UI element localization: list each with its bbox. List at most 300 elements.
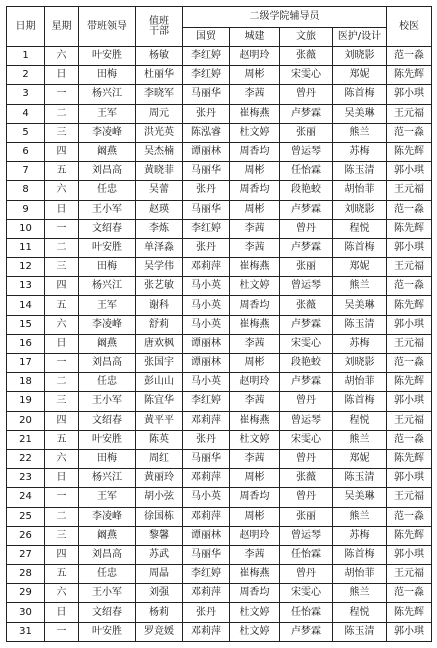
cell-date: 8 <box>7 181 45 200</box>
cell-chengjian: 崔梅燕 <box>230 258 280 277</box>
cell-school-doctor: 陈先辉 <box>387 526 432 545</box>
cell-duty-cadre: 舒莉 <box>136 315 183 334</box>
cell-yihu-design: 刘晓影 <box>333 47 387 66</box>
cell-chengjian: 李茜 <box>230 545 280 564</box>
cell-wenlv: 宋雯心 <box>280 66 333 85</box>
cell-wenlv: 段艳蛟 <box>280 181 333 200</box>
cell-duty-cadre: 陈英 <box>136 430 183 449</box>
cell-weekday: 一 <box>45 85 79 104</box>
cell-leader: 阚燕 <box>79 334 136 353</box>
cell-guomao: 谭丽林 <box>183 142 230 161</box>
cell-duty-cadre: 张国宇 <box>136 354 183 373</box>
table-row <box>7 469 432 488</box>
cell-weekday: 六 <box>45 584 79 603</box>
cell-school-doctor: 郭小琪 <box>387 469 432 488</box>
cell-leader: 叶安胜 <box>79 238 136 257</box>
cell-school-doctor: 郭小琪 <box>387 622 432 641</box>
cell-weekday: 一 <box>45 354 79 373</box>
cell-chengjian: 周香均 <box>230 181 280 200</box>
cell-date: 19 <box>7 392 45 411</box>
cell-leader: 田梅 <box>79 258 136 277</box>
cell-weekday: 六 <box>45 47 79 66</box>
cell-school-doctor: 范一淼 <box>387 123 432 142</box>
cell-school-doctor: 陈先辉 <box>387 296 432 315</box>
cell-date: 6 <box>7 142 45 161</box>
cell-chengjian: 李茜 <box>230 238 280 257</box>
cell-date: 14 <box>7 296 45 315</box>
cell-weekday: 六 <box>45 315 79 334</box>
cell-chengjian: 周彬 <box>230 469 280 488</box>
cell-guomao: 李红婷 <box>183 392 230 411</box>
cell-leader: 文绍春 <box>79 603 136 622</box>
header-school-doctor: 校医 <box>387 7 432 47</box>
cell-guomao: 马丽华 <box>183 200 230 219</box>
cell-yihu-design: 程悦 <box>333 411 387 430</box>
cell-wenlv: 宋雯心 <box>280 334 333 353</box>
table-row <box>7 584 432 603</box>
cell-leader: 王小军 <box>79 584 136 603</box>
cell-weekday: 二 <box>45 238 79 257</box>
table-row <box>7 47 432 66</box>
cell-school-doctor: 范一淼 <box>387 277 432 296</box>
cell-leader: 王军 <box>79 296 136 315</box>
cell-chengjian: 周彬 <box>230 162 280 181</box>
table-row <box>7 296 432 315</box>
cell-leader: 阚燕 <box>79 526 136 545</box>
cell-duty-cadre: 周晶 <box>136 565 183 584</box>
cell-leader: 王小军 <box>79 200 136 219</box>
cell-guomao: 邓莉萍 <box>183 622 230 641</box>
cell-guomao: 张丹 <box>183 104 230 123</box>
cell-weekday: 四 <box>45 411 79 430</box>
cell-date: 23 <box>7 469 45 488</box>
cell-yihu-design: 陈首梅 <box>333 545 387 564</box>
cell-leader: 王军 <box>79 104 136 123</box>
cell-chengjian: 李茜 <box>230 85 280 104</box>
cell-yihu-design: 刘晓影 <box>333 200 387 219</box>
cell-duty-cadre: 徐国栋 <box>136 507 183 526</box>
cell-leader: 文绍春 <box>79 411 136 430</box>
table-row <box>7 430 432 449</box>
cell-weekday: 三 <box>45 392 79 411</box>
cell-chengjian: 崔梅燕 <box>230 315 280 334</box>
cell-wenlv: 张薇 <box>280 469 333 488</box>
cell-chengjian: 周彬 <box>230 354 280 373</box>
cell-school-doctor: 范一淼 <box>387 200 432 219</box>
cell-chengjian: 赵明玲 <box>230 47 280 66</box>
cell-chengjian: 杜文婷 <box>230 603 280 622</box>
cell-chengjian: 李茜 <box>230 334 280 353</box>
cell-leader: 田梅 <box>79 449 136 468</box>
cell-guomao: 谭丽林 <box>183 334 230 353</box>
cell-date: 12 <box>7 258 45 277</box>
header-yihu-design: 医护/设计 <box>333 28 387 47</box>
cell-wenlv: 曾丹 <box>280 565 333 584</box>
cell-weekday: 六 <box>45 181 79 200</box>
cell-yihu-design: 胡怡菲 <box>333 373 387 392</box>
cell-weekday: 三 <box>45 258 79 277</box>
cell-yihu-design: 陈玉清 <box>333 622 387 641</box>
cell-guomao: 邓莉萍 <box>183 411 230 430</box>
cell-school-doctor: 王元福 <box>387 334 432 353</box>
cell-school-doctor: 郭小琪 <box>387 85 432 104</box>
cell-chengjian: 周香均 <box>230 142 280 161</box>
cell-weekday: 二 <box>45 373 79 392</box>
table-row <box>7 622 432 641</box>
cell-wenlv: 曾丹 <box>280 488 333 507</box>
cell-guomao: 马小英 <box>183 277 230 296</box>
cell-wenlv: 曾丹 <box>280 392 333 411</box>
cell-weekday: 四 <box>45 142 79 161</box>
cell-chengjian: 周香均 <box>230 296 280 315</box>
cell-date: 24 <box>7 488 45 507</box>
cell-school-doctor: 王元福 <box>387 181 432 200</box>
table-row <box>7 162 432 181</box>
cell-weekday: 二 <box>45 507 79 526</box>
cell-leader: 杨兴江 <box>79 469 136 488</box>
cell-school-doctor: 范一淼 <box>387 47 432 66</box>
cell-chengjian: 赵明玲 <box>230 526 280 545</box>
cell-leader: 李凌峰 <box>79 507 136 526</box>
cell-yihu-design: 程悦 <box>333 219 387 238</box>
cell-leader: 王小军 <box>79 392 136 411</box>
cell-school-doctor: 范一淼 <box>387 354 432 373</box>
table-header <box>7 7 432 47</box>
cell-yihu-design: 陈玉清 <box>333 162 387 181</box>
cell-duty-cadre: 彭山山 <box>136 373 183 392</box>
cell-wenlv: 曾运琴 <box>280 411 333 430</box>
cell-wenlv: 卢梦霖 <box>280 373 333 392</box>
cell-chengjian: 李茜 <box>230 392 280 411</box>
header-duty-cadre-line1: 值班 <box>149 15 169 27</box>
cell-chengjian: 周彬 <box>230 200 280 219</box>
cell-school-doctor: 陈先辉 <box>387 373 432 392</box>
cell-yihu-design: 陈首梅 <box>333 85 387 104</box>
cell-duty-cadre: 黄平平 <box>136 411 183 430</box>
table-row <box>7 411 432 430</box>
cell-yihu-design: 吴美琳 <box>333 488 387 507</box>
cell-school-doctor: 陈先辉 <box>387 66 432 85</box>
cell-duty-cadre: 李晓军 <box>136 85 183 104</box>
cell-school-doctor: 王元福 <box>387 258 432 277</box>
table-row <box>7 449 432 468</box>
cell-guomao: 马丽华 <box>183 162 230 181</box>
cell-date: 20 <box>7 411 45 430</box>
cell-school-doctor: 王元福 <box>387 411 432 430</box>
cell-guomao: 马丽华 <box>183 449 230 468</box>
table-row <box>7 373 432 392</box>
cell-duty-cadre: 周元 <box>136 104 183 123</box>
cell-school-doctor: 范一淼 <box>387 584 432 603</box>
cell-yihu-design: 郑妮 <box>333 449 387 468</box>
cell-yihu-design: 熊兰 <box>333 584 387 603</box>
cell-leader: 杨兴江 <box>79 85 136 104</box>
cell-yihu-design: 陈首梅 <box>333 238 387 257</box>
cell-duty-cadre: 黎馨 <box>136 526 183 545</box>
cell-yihu-design: 胡怡菲 <box>333 565 387 584</box>
cell-yihu-design: 熊兰 <box>333 123 387 142</box>
cell-date: 2 <box>7 66 45 85</box>
cell-wenlv: 曾运琴 <box>280 142 333 161</box>
cell-chengjian: 周香均 <box>230 488 280 507</box>
cell-guomao: 陈泓睿 <box>183 123 230 142</box>
cell-date: 22 <box>7 449 45 468</box>
cell-guomao: 邓莉萍 <box>183 469 230 488</box>
cell-duty-cadre: 黄晓菲 <box>136 162 183 181</box>
cell-leader: 刘昌高 <box>79 354 136 373</box>
cell-yihu-design: 吴美琳 <box>333 296 387 315</box>
cell-date: 21 <box>7 430 45 449</box>
cell-chengjian: 杜文婷 <box>230 277 280 296</box>
cell-wenlv: 宋雯心 <box>280 584 333 603</box>
cell-date: 4 <box>7 104 45 123</box>
cell-yihu-design: 苏梅 <box>333 142 387 161</box>
cell-date: 26 <box>7 526 45 545</box>
cell-date: 29 <box>7 584 45 603</box>
header-wenlv: 文旅 <box>280 28 333 47</box>
cell-duty-cadre: 胡小弦 <box>136 488 183 507</box>
table-body <box>7 47 432 642</box>
cell-guomao: 张丹 <box>183 238 230 257</box>
cell-school-doctor: 陈先辉 <box>387 142 432 161</box>
cell-weekday: 日 <box>45 66 79 85</box>
cell-guomao: 谭丽林 <box>183 526 230 545</box>
cell-weekday: 一 <box>45 488 79 507</box>
header-weekday: 星期 <box>45 7 79 47</box>
cell-weekday: 日 <box>45 200 79 219</box>
cell-school-doctor: 陈先辉 <box>387 219 432 238</box>
cell-guomao: 邓莉萍 <box>183 258 230 277</box>
table-row <box>7 526 432 545</box>
cell-leader: 杨兴江 <box>79 277 136 296</box>
cell-wenlv: 曾丹 <box>280 219 333 238</box>
cell-weekday: 五 <box>45 296 79 315</box>
cell-duty-cadre: 洪光英 <box>136 123 183 142</box>
cell-leader: 刘昌高 <box>79 545 136 564</box>
cell-weekday: 五 <box>45 565 79 584</box>
cell-wenlv: 卢梦霖 <box>280 622 333 641</box>
header-duty-cadre-line2: 干部 <box>149 25 169 37</box>
cell-wenlv: 张丽 <box>280 507 333 526</box>
table-row <box>7 545 432 564</box>
cell-yihu-design: 苏梅 <box>333 526 387 545</box>
table-row <box>7 238 432 257</box>
cell-leader: 叶安胜 <box>79 47 136 66</box>
cell-yihu-design: 熊兰 <box>333 277 387 296</box>
cell-weekday: 日 <box>45 469 79 488</box>
table-row <box>7 142 432 161</box>
cell-duty-cadre: 杜丽华 <box>136 66 183 85</box>
cell-date: 1 <box>7 47 45 66</box>
cell-wenlv: 任怡霖 <box>280 162 333 181</box>
cell-chengjian: 崔梅燕 <box>230 411 280 430</box>
cell-duty-cadre: 唐欢枫 <box>136 334 183 353</box>
cell-yihu-design: 熊兰 <box>333 507 387 526</box>
cell-wenlv: 段艳蛟 <box>280 354 333 373</box>
cell-school-doctor: 陈先辉 <box>387 603 432 622</box>
cell-leader: 李凌峰 <box>79 123 136 142</box>
cell-duty-cadre: 刘强 <box>136 584 183 603</box>
cell-yihu-design: 熊兰 <box>333 430 387 449</box>
cell-weekday: 一 <box>45 219 79 238</box>
cell-chengjian: 杜文婷 <box>230 622 280 641</box>
cell-chengjian: 李茜 <box>230 449 280 468</box>
header-chengjian: 城建 <box>230 28 280 47</box>
cell-yihu-design: 郑妮 <box>333 258 387 277</box>
cell-leader: 文绍春 <box>79 219 136 238</box>
cell-wenlv: 卢梦霖 <box>280 315 333 334</box>
cell-duty-cadre: 张艺敏 <box>136 277 183 296</box>
cell-date: 31 <box>7 622 45 641</box>
cell-duty-cadre: 陈宜华 <box>136 392 183 411</box>
cell-school-doctor: 郭小琪 <box>387 315 432 334</box>
cell-weekday: 三 <box>45 526 79 545</box>
table-row <box>7 277 432 296</box>
cell-leader: 任忠 <box>79 565 136 584</box>
table-row <box>7 315 432 334</box>
table-row <box>7 200 432 219</box>
cell-guomao: 马小英 <box>183 488 230 507</box>
cell-yihu-design: 胡怡菲 <box>333 181 387 200</box>
cell-leader: 田梅 <box>79 66 136 85</box>
cell-guomao: 张丹 <box>183 430 230 449</box>
table-row <box>7 488 432 507</box>
cell-wenlv: 任怡霖 <box>280 603 333 622</box>
cell-date: 18 <box>7 373 45 392</box>
cell-wenlv: 曾运琴 <box>280 526 333 545</box>
cell-yihu-design: 郑妮 <box>333 66 387 85</box>
cell-duty-cadre: 杨莉 <box>136 603 183 622</box>
cell-chengjian: 杜文婷 <box>230 123 280 142</box>
table-row <box>7 219 432 238</box>
table-row <box>7 565 432 584</box>
cell-date: 11 <box>7 238 45 257</box>
cell-weekday: 一 <box>45 622 79 641</box>
table-row <box>7 354 432 373</box>
cell-date: 15 <box>7 315 45 334</box>
table-row <box>7 123 432 142</box>
header-leader: 带班领导 <box>79 7 136 47</box>
cell-guomao: 马小英 <box>183 373 230 392</box>
table-row <box>7 392 432 411</box>
header-guomao: 国贸 <box>183 28 230 47</box>
cell-guomao: 马丽华 <box>183 545 230 564</box>
cell-duty-cadre: 罗竞媛 <box>136 622 183 641</box>
cell-date: 27 <box>7 545 45 564</box>
cell-wenlv: 卢梦霖 <box>280 200 333 219</box>
cell-guomao: 马小英 <box>183 315 230 334</box>
cell-leader: 李凌峰 <box>79 315 136 334</box>
cell-yihu-design: 程悦 <box>333 603 387 622</box>
cell-yihu-design: 吴美琳 <box>333 104 387 123</box>
cell-weekday: 日 <box>45 603 79 622</box>
cell-guomao: 张丹 <box>183 603 230 622</box>
cell-yihu-design: 陈首梅 <box>333 392 387 411</box>
cell-date: 13 <box>7 277 45 296</box>
cell-duty-cadre: 李炼 <box>136 219 183 238</box>
cell-date: 9 <box>7 200 45 219</box>
cell-guomao: 李红婷 <box>183 66 230 85</box>
cell-date: 30 <box>7 603 45 622</box>
cell-school-doctor: 范一淼 <box>387 507 432 526</box>
cell-chengjian: 周香均 <box>230 584 280 603</box>
cell-wenlv: 任怡霖 <box>280 545 333 564</box>
table-row <box>7 507 432 526</box>
cell-duty-cadre: 谢科 <box>136 296 183 315</box>
cell-duty-cadre: 赵瑛 <box>136 200 183 219</box>
cell-school-doctor: 陈先辉 <box>387 449 432 468</box>
cell-weekday: 二 <box>45 104 79 123</box>
cell-wenlv: 卢梦霖 <box>280 238 333 257</box>
table-row <box>7 181 432 200</box>
table-row <box>7 334 432 353</box>
cell-date: 16 <box>7 334 45 353</box>
cell-leader: 任忠 <box>79 181 136 200</box>
cell-chengjian: 崔梅燕 <box>230 565 280 584</box>
cell-wenlv: 曾运琴 <box>280 277 333 296</box>
cell-school-doctor: 郭小琪 <box>387 162 432 181</box>
cell-wenlv: 曾丹 <box>280 449 333 468</box>
cell-guomao: 马小英 <box>183 296 230 315</box>
cell-duty-cadre: 苏武 <box>136 545 183 564</box>
cell-guomao: 李红婷 <box>183 219 230 238</box>
table-row <box>7 85 432 104</box>
header-counselor-group: 二级学院辅导员 <box>183 7 387 28</box>
cell-wenlv: 张薇 <box>280 296 333 315</box>
cell-date: 25 <box>7 507 45 526</box>
cell-weekday: 四 <box>45 545 79 564</box>
cell-chengjian: 赵明玲 <box>230 373 280 392</box>
cell-weekday: 四 <box>45 277 79 296</box>
cell-date: 17 <box>7 354 45 373</box>
cell-wenlv: 张薇 <box>280 47 333 66</box>
duty-roster-sheet <box>6 6 431 642</box>
cell-yihu-design: 陈玉清 <box>333 469 387 488</box>
cell-school-doctor: 王元福 <box>387 104 432 123</box>
cell-date: 7 <box>7 162 45 181</box>
cell-chengjian: 周彬 <box>230 507 280 526</box>
cell-chengjian: 杜文婷 <box>230 430 280 449</box>
table-row <box>7 66 432 85</box>
cell-leader: 任忠 <box>79 373 136 392</box>
cell-date: 28 <box>7 565 45 584</box>
cell-duty-cadre: 杨敏 <box>136 47 183 66</box>
cell-wenlv: 曾丹 <box>280 85 333 104</box>
header-date: 日期 <box>7 7 45 47</box>
cell-weekday: 五 <box>45 430 79 449</box>
cell-guomao: 邓莉萍 <box>183 507 230 526</box>
cell-yihu-design: 刘晓影 <box>333 354 387 373</box>
cell-leader: 叶安胜 <box>79 430 136 449</box>
table-row <box>7 104 432 123</box>
cell-chengjian: 周彬 <box>230 66 280 85</box>
cell-guomao: 李红婷 <box>183 565 230 584</box>
table-row <box>7 603 432 622</box>
cell-duty-cadre: 周红 <box>136 449 183 468</box>
cell-date: 10 <box>7 219 45 238</box>
cell-chengjian: 崔梅燕 <box>230 104 280 123</box>
cell-weekday: 三 <box>45 123 79 142</box>
cell-weekday: 日 <box>45 334 79 353</box>
cell-school-doctor: 郭小琪 <box>387 545 432 564</box>
cell-leader: 叶安胜 <box>79 622 136 641</box>
cell-duty-cadre: 黄丽玲 <box>136 469 183 488</box>
cell-date: 5 <box>7 123 45 142</box>
cell-guomao: 李红婷 <box>183 47 230 66</box>
cell-leader: 刘昌高 <box>79 162 136 181</box>
cell-school-doctor: 王元福 <box>387 565 432 584</box>
cell-duty-cadre: 吴学伟 <box>136 258 183 277</box>
